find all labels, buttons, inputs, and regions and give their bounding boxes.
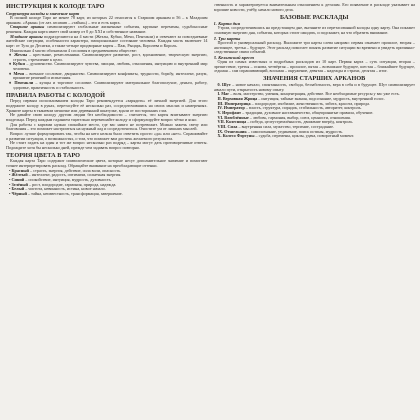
section-title: ПРАВИЛА РАБОТЫ С КОЛОДОЙ — [6, 91, 105, 99]
list-item: II. Верховная Жрица – интуиция, тайные знания, подсознание, мудрость, внутренний голос. — [217, 95, 385, 101]
paragraph: Младшие арканы подразделяются на 4 масти (Жезлы, Кубки, Мечи, Пентакли) и отвечают за повседневные житейские ситуации, особенности характера, эмоциональное состояние человека. Каждая масть включает 14 карт: от Туза до Десятки, а также четыре придворные карты – Паж, Рыцарь, Королева и Король. — [6, 33, 208, 48]
list-item: VIII. Сила – внутренняя сила, мужество, терпение, сострадание. — [217, 123, 335, 129]
paragraph: Вопрос лучше формулировать так, чтобы на него нельзя было ответить просто «да» или «нет». Спрашивайте о развитии ситуации, о возможностях, о том, что поможет вам достичь желаемого результата. — [6, 130, 208, 141]
list-item: ♦ Мечи – военное сословие, дворянство. Символизируют конфликты, трудности, борьбу, интеллект, разум, принятие решений и испытания. — [9, 70, 208, 81]
list-item: ♦ Пентакли – купцы и торговое сословие. Символизируют материальное благополучие, деньги, работу, здоровье, практичность и стабильность. — [9, 80, 208, 90]
right-column — [214, 3, 416, 418]
paragraph: Каждая карта Таро содержит символические цвета, которые несут дополнительное значение и помогают точнее интерпретировать расклад. Обращайте внимание на преобладающие оттенки. — [6, 158, 208, 169]
paragraph: Утром, сосредоточившись на предстоящем дне, вытяните из перетасованной колоды одну карту. Она покажет основную энергию дня, события, которых стоит ожидать, и подскажет, на что обратить внимание. — [213, 25, 415, 36]
list-item: III. Императрица – плодородие, изобилие, женственность, забота, красота, природа. — [217, 100, 370, 106]
subsection-title: 3. Кельтский крест — [213, 54, 254, 60]
list-item: X. Колесо Фортуны – судьба, перемены, циклы, удача, поворотный момент. — [217, 133, 355, 139]
left-column — [6, 3, 208, 418]
arcana-list — [214, 83, 416, 139]
paragraph: В полной колоде Таро не менее 78 карт, из которых 22 относятся к Старшим арканам и 56 – к Младшим арканам. «Аркан» (от лат. arcanum – «тайна») – это и есть карта. — [6, 14, 208, 25]
list-item: • Зелёный – рост, плодородие, гармония, природа, надежда. — [9, 181, 117, 187]
section-title: ИНСТРУКЦИЯ К КОЛОДЕ ТАРО — [6, 3, 105, 10]
paragraph: Не давайте свою колоду другим людям без необходимости – считается, что карты впитывают энергию владельца. Перед каждым гаданием тщательно перемешайте колоду и сформулируйте вопрос чётко и ясно. — [6, 112, 208, 122]
list-item: VII. Колесница – победа, целеустремлённость, движение вперёд, контроль. — [217, 119, 354, 125]
list-item: • Жёлтый – интеллект, радость, оптимизм, солнечная энергия. — [9, 172, 122, 178]
subsection-title: 1. Карта дня — [213, 21, 240, 27]
list-item: • Чёрный – тайна, неизвестность, трансформация, завершение. — [9, 191, 123, 196]
list-item: • Белый – чистота, невинность, истина, новое начало. — [9, 186, 106, 192]
list-item: • Синий – спокойствие, интуиция, мудрость, духовность. — [9, 177, 112, 183]
list-item: IX. Отшельник – самопознание, уединение, поиск истины, мудрость. — [217, 128, 344, 134]
colors-list — [6, 169, 208, 197]
paragraph: Перед первым использованием колоды Таро рекомендуется «зарядить» её личной энергией. Для этого подержите колоду в руках, перетасуйте её несколько раз, сосредоточившись на своих мыслях и намерениях. Храните карты в тканевом мешочке или деревянной шкатулке, вдали от посторонних глаз. — [6, 98, 208, 113]
paragraph: ственность и характеризуется внимательным отношением к деталям. Его появление в раскладе указывает на хорошие новости, учёбу, начало нового дела. — [213, 3, 415, 12]
list-item: ♦ Кубки – духовенство. Символизируют чувства, эмоции, любовь, отношения, интуицию и внутренний мир человека. — [9, 61, 208, 72]
paragraph: Простой и универсальный расклад. Выложите три карты слева направо: первая означает прошлое, вторая – настоящее, третья – будущее. Этот расклад помогает понять развитие ситуации во времени и увидеть причинно-следственные связи событий. — [213, 39, 415, 55]
list-item: V. Иерофант – традиции, духовное наставничество, общепринятые правила, обучение. — [217, 109, 374, 115]
list-item: 0. Шут – новое начало, спонтанность, свобода, беззаботность, вера в себя и в будущее. Шут символизирует начало пути, открытость новому опыту. — [213, 81, 415, 92]
paragraph: Старшие арканы символизируют глобальные жизненные события, крупные перемены, судьбоносные решения. Каждая карта имеет свой номер от 0 до XXI и собственное название. — [6, 24, 208, 34]
paragraph: Изначально 4 масти обозначали 4 сословия в средневековом обществе: — [10, 47, 137, 53]
subsection-title: Структура колоды и значение карт — [6, 10, 80, 16]
section-title: БАЗОВЫЕ РАСКЛАДЫ — [279, 13, 349, 21]
list-item: • Красный – страсть, энергия, действие, сила воли, опасность. — [9, 167, 122, 173]
paragraph: Для работы с картами нужно спокойное место, где вас никто не потревожит. Можно зажечь свечу или благовония – это поможет настроиться на нужный лад и сосредоточиться. Очистите ум от лишних мыслей. — [6, 121, 208, 132]
paragraph: Не стоит гадать на один и тот же вопрос несколько раз подряд – карты могут дать противоречивые ответы. Подождите хотя бы несколько дней, прежде чем задавать вопрос повторно. — [6, 140, 208, 150]
list-item: ♦ Жезлы – крестьяне, ремесленники. Символизируют развитие, рост, вдохновение, творческую энергию, страсть, стремление к цели. — [9, 52, 208, 62]
section-title: ЗНАЧЕНИЯ СТАРШИХ АРКАНОВ — [263, 75, 366, 83]
paragraph: Один из самых известных и подробных раскладов из 10 карт. Первая карта – суть ситуации, вторая – препятствие, третья – основа, четвёртая – прошлое, пятая – возможное будущее, шестая – ближайшее будущее, седьмая – сам спрашивающий, восьмая – окружение, девятая – надежды и страхи, десятая – итог. — [213, 59, 415, 74]
list-item: IV. Император – власть, структура, порядок, стабильность, авторитет, контроль. — [217, 105, 362, 111]
list-item: VI. Влюблённые – любовь, гармония, выбор, союз, ценности, отношения. — [217, 114, 351, 120]
list-item: I. Маг – воля, мастерство, умения, концентрация, действие. Все необходимые ресурсы у вас уже есть. — [217, 91, 400, 97]
section-title: ТЕОРИЯ ЦВЕТА В ТАРО — [6, 151, 81, 159]
subsection-title: 2. Три карты — [213, 35, 241, 41]
suits-list — [6, 53, 208, 90]
